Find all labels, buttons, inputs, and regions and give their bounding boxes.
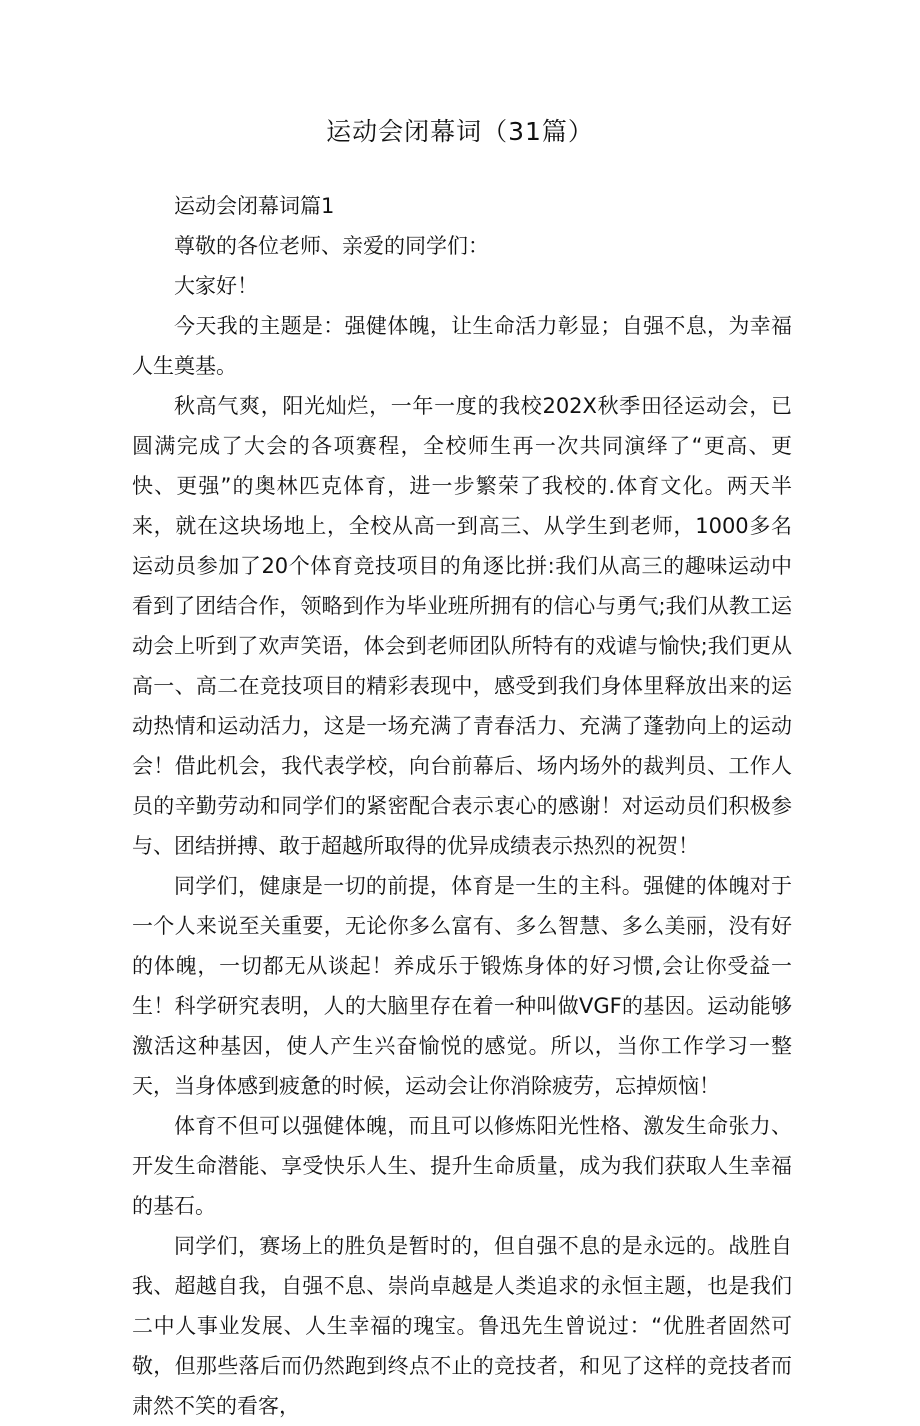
document-body	[132, 186, 792, 1426]
salutation: 尊敬的各位老师、亲爱的同学们：	[174, 234, 489, 258]
document-title: 运动会闭幕词（31篇）	[326, 117, 594, 146]
paragraph: 同学们，赛场上的胜负是暂时的，但自强不息的是永远的。战胜自我、超越自我，自强不息、崇尚卓越是人类追求的永恒主题，也是我们二中人事业发展、人生幸福的瑰宝。鲁迅先生曾说过：“优胜者固然可敬，但那些落后而仍然跑到终点不止的竞技者，和见了这样的竞技者而肃然不笑的看客，	[132, 1234, 792, 1418]
paragraph: 体育不但可以强健体魄，而且可以修炼阳光性格、激发生命张力、开发生命潜能、享受快乐人生、提升生命质量，成为我们获取人生幸福的基石。	[132, 1114, 792, 1218]
paragraph: 同学们，健康是一切的前提，体育是一生的主科。强健的体魄对于一个人来说至关重要，无论你多么富有、多么智慧、多么美丽，没有好的体魄，一切都无从谈起！养成乐于锻炼身体的好习惯,会让你受益一生！科学研究表明，人的大脑里存在着一种叫做VGF的基因。运动能够激活这种基因，使人产生兴奋愉悦的感觉。所以，当你工作学习一整天，当身体感到疲惫的时候，运动会让你消除疲劳，忘掉烦恼！	[132, 874, 792, 1098]
paragraph: 秋高气爽，阳光灿烂，一年一度的我校202X秋季田径运动会，已圆满完成了大会的各项赛程，全校师生再一次共同演绎了“更高、更快、更强”的奥林匹克体育，进一步繁荣了我校的.体育文化。两天半来，就在这块场地上，全校从高一到高三、从学生到老师，1000多名运动员参加了20个体育竞技项目的角逐比拼:我们从高三的趣味运动中看到了团结合作，领略到作为毕业班所拥有的信心与勇气;我们从教工运动会上听到了欢声笑语，体会到老师团队所特有的戏谑与愉快;我们更从高一、高二在竞技项目的精彩表现中，感受到我们身体里释放出来的运动热情和运动活力，这是一场充满了青春活力、充满了蓬勃向上的运动会！借此机会，我代表学校，向台前幕后、场内场外的裁判员、工作人员的辛勤劳动和同学们的紧密配合表示衷心的感谢！对运动员们积极参与、团结拼搏、敢于超越所取得的优异成绩表示热烈的祝贺！	[132, 394, 792, 858]
section-heading: 运动会闭幕词篇1	[174, 194, 335, 218]
paragraph: 今天我的主题是：强健体魄，让生命活力彰显；自强不息，为幸福人生奠基。	[132, 314, 792, 378]
greeting: 大家好！	[174, 274, 258, 298]
